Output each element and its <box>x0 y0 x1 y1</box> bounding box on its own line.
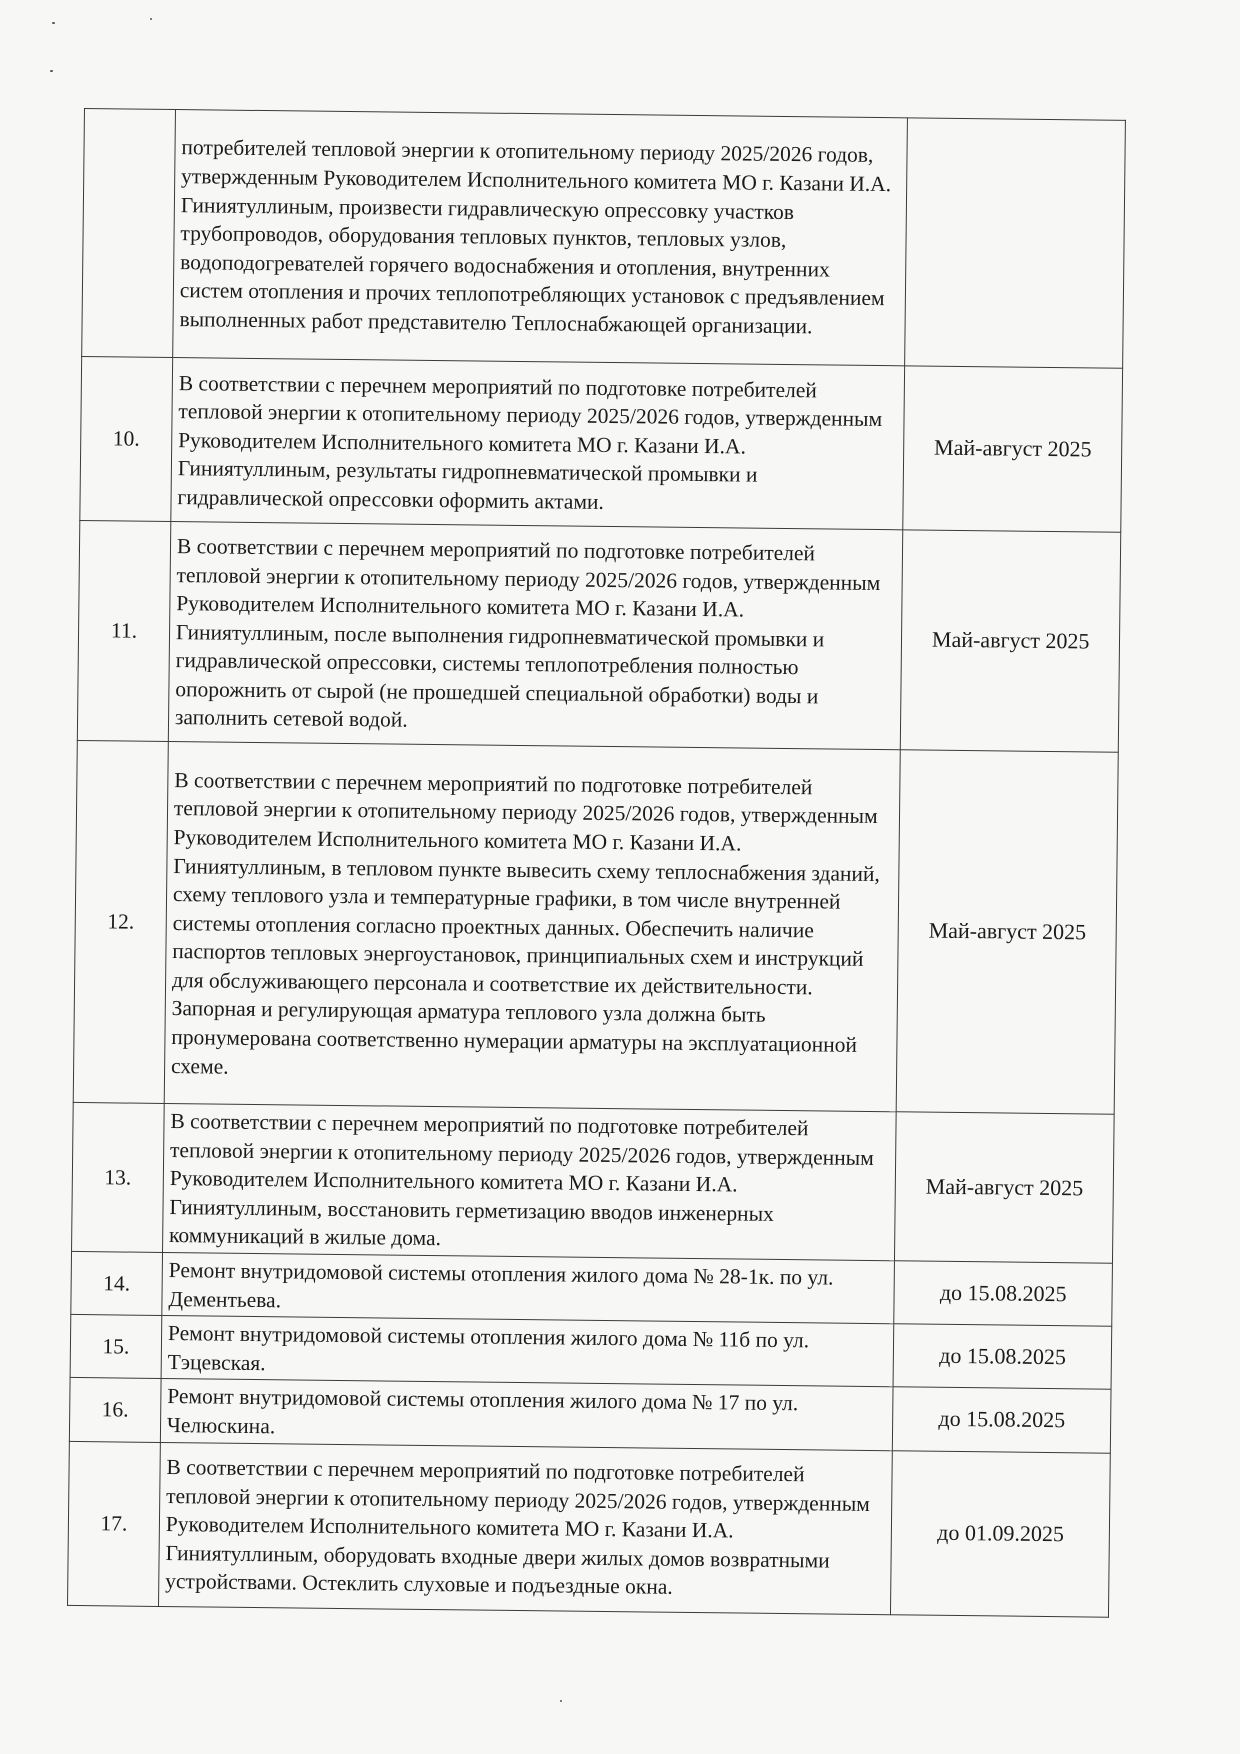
row-number: 15. <box>70 1315 162 1379</box>
table-row <box>80 356 1123 532</box>
scan-speck <box>50 70 53 72</box>
scan-speck <box>52 22 55 24</box>
row-number: 12. <box>73 740 168 1103</box>
measure-text: В соответствии с перечнем мероприятий по подготовке потребителей тепловой энергии к отопительному периоду 2025/2026 годов, утвержденным Руководителем Исполнительного комитета МО г. Казани И.А. Гиниятуллиным, восстановить герметизацию вводов инженерных коммуникаций в жилые дома. <box>162 1103 896 1260</box>
table-row <box>69 1378 1111 1453</box>
measure-text: В соответствии с перечнем мероприятий по подготовке потребителей тепловой энергии к отопительному периоду 2025/2026 годов, утвержденным Руководителем Исполнительного комитета МО г. Казани И.А. Гиниятуллиным, результаты гидропневматической промывки и гидравлической опрессовки оформить актами. <box>171 358 905 530</box>
deadline: до 15.08.2025 <box>893 1387 1111 1453</box>
table-row <box>77 520 1120 752</box>
row-number: 16. <box>69 1378 161 1442</box>
measure-text: В соответствии с перечнем мероприятий по подготовке потребителей тепловой энергии к отопительному периоду 2025/2026 годов, утвержденным Руководителем Исполнительного комитета МО г. Казани И.А. Гиниятуллиным, после выполнения гидропневматической промывки и гидравлической опрессовки, системы теплопотребления полностью опорожнить от сырой (не прошедшей специальной обработки) воды и заполнить сетевой водой. <box>168 522 903 750</box>
table-row <box>82 109 1126 369</box>
deadline <box>905 118 1125 368</box>
row-number: 13. <box>72 1102 165 1252</box>
row-number <box>82 109 176 358</box>
measure-text: В соответствии с перечнем мероприятий по подготовке потребителей тепловой энергии к отопительному периоду 2025/2026 годов, утвержденным Руководителем Исполнительного комитета МО г. Казани И.А. Гиниятуллиным, в тепловом пункте вывесить схему теплоснабжения зданий, схему теплового узла и температурные графики, в том числе внутренней системы отопления согласно проектных данных. Обеспечить наличие паспортов тепловых энергоустановок, принципиальных схем и инструкций для обслуживающего персонала и соответствие их действительности. Запорная и регулирующая арматура теплового узла должна быть пронумерована соответственно нумерации арматуры на эксплуатационной схеме. <box>164 741 901 1111</box>
table-row <box>70 1315 1112 1390</box>
measure-text: потребителей тепловой энергии к отопительному периоду 2025/2026 годов, утвержденным Руководителем Исполнительного комитета МО г. Казани И.А. Гиниятуллиным, произвести гидравлическую опрессовку участков трубопроводов, оборудования тепловых пунктов, тепловых узлов, водоподогревателей горячего водоснабжения и отопления, внутренних систем отопления и прочих теплопотребляющих установок с предъявлением выполненных работ представителю Теплоснабжающей организации. <box>173 110 908 366</box>
row-number: 14. <box>71 1251 163 1315</box>
deadline: Май-август 2025 <box>903 366 1122 532</box>
deadline: до 01.09.2025 <box>891 1450 1110 1616</box>
measures-table <box>67 108 1126 1617</box>
deadline: Май-август 2025 <box>895 1112 1114 1263</box>
measure-text: Ремонт внутридомовой системы отопления жилого дома № 11б по ул. Тэцевская. <box>161 1316 894 1387</box>
table-row <box>73 740 1118 1114</box>
table-row <box>72 1102 1115 1263</box>
deadline: до 15.08.2025 <box>894 1261 1112 1327</box>
row-number: 11. <box>77 520 170 741</box>
measure-text: В соответствии с перечнем мероприятий по подготовке потребителей тепловой энергии к отопительному периоду 2025/2026 годов, утвержденным Руководителем Исполнительного комитета МО г. Казани И.А. Гиниятуллиным, оборудовать входные двери жилых домов возвратными устройствами. Остеклить слуховые и подъездные окна. <box>158 1442 892 1614</box>
deadline: Май-август 2025 <box>901 530 1121 752</box>
measure-text: Ремонт внутридомовой системы отопления жилого дома № 28-1к. по ул. Дементьева. <box>162 1252 895 1323</box>
deadline: Май-август 2025 <box>897 750 1119 1114</box>
row-number: 17. <box>68 1441 161 1606</box>
table-row <box>68 1441 1111 1617</box>
scan-speck <box>150 18 152 20</box>
deadline: до 15.08.2025 <box>893 1324 1111 1390</box>
row-number: 10. <box>80 356 173 521</box>
measure-text: Ремонт внутридомовой системы отопления жилого дома № 17 по ул. Челюскина. <box>160 1379 893 1450</box>
scan-speck <box>560 1700 562 1702</box>
table-row <box>71 1251 1113 1326</box>
